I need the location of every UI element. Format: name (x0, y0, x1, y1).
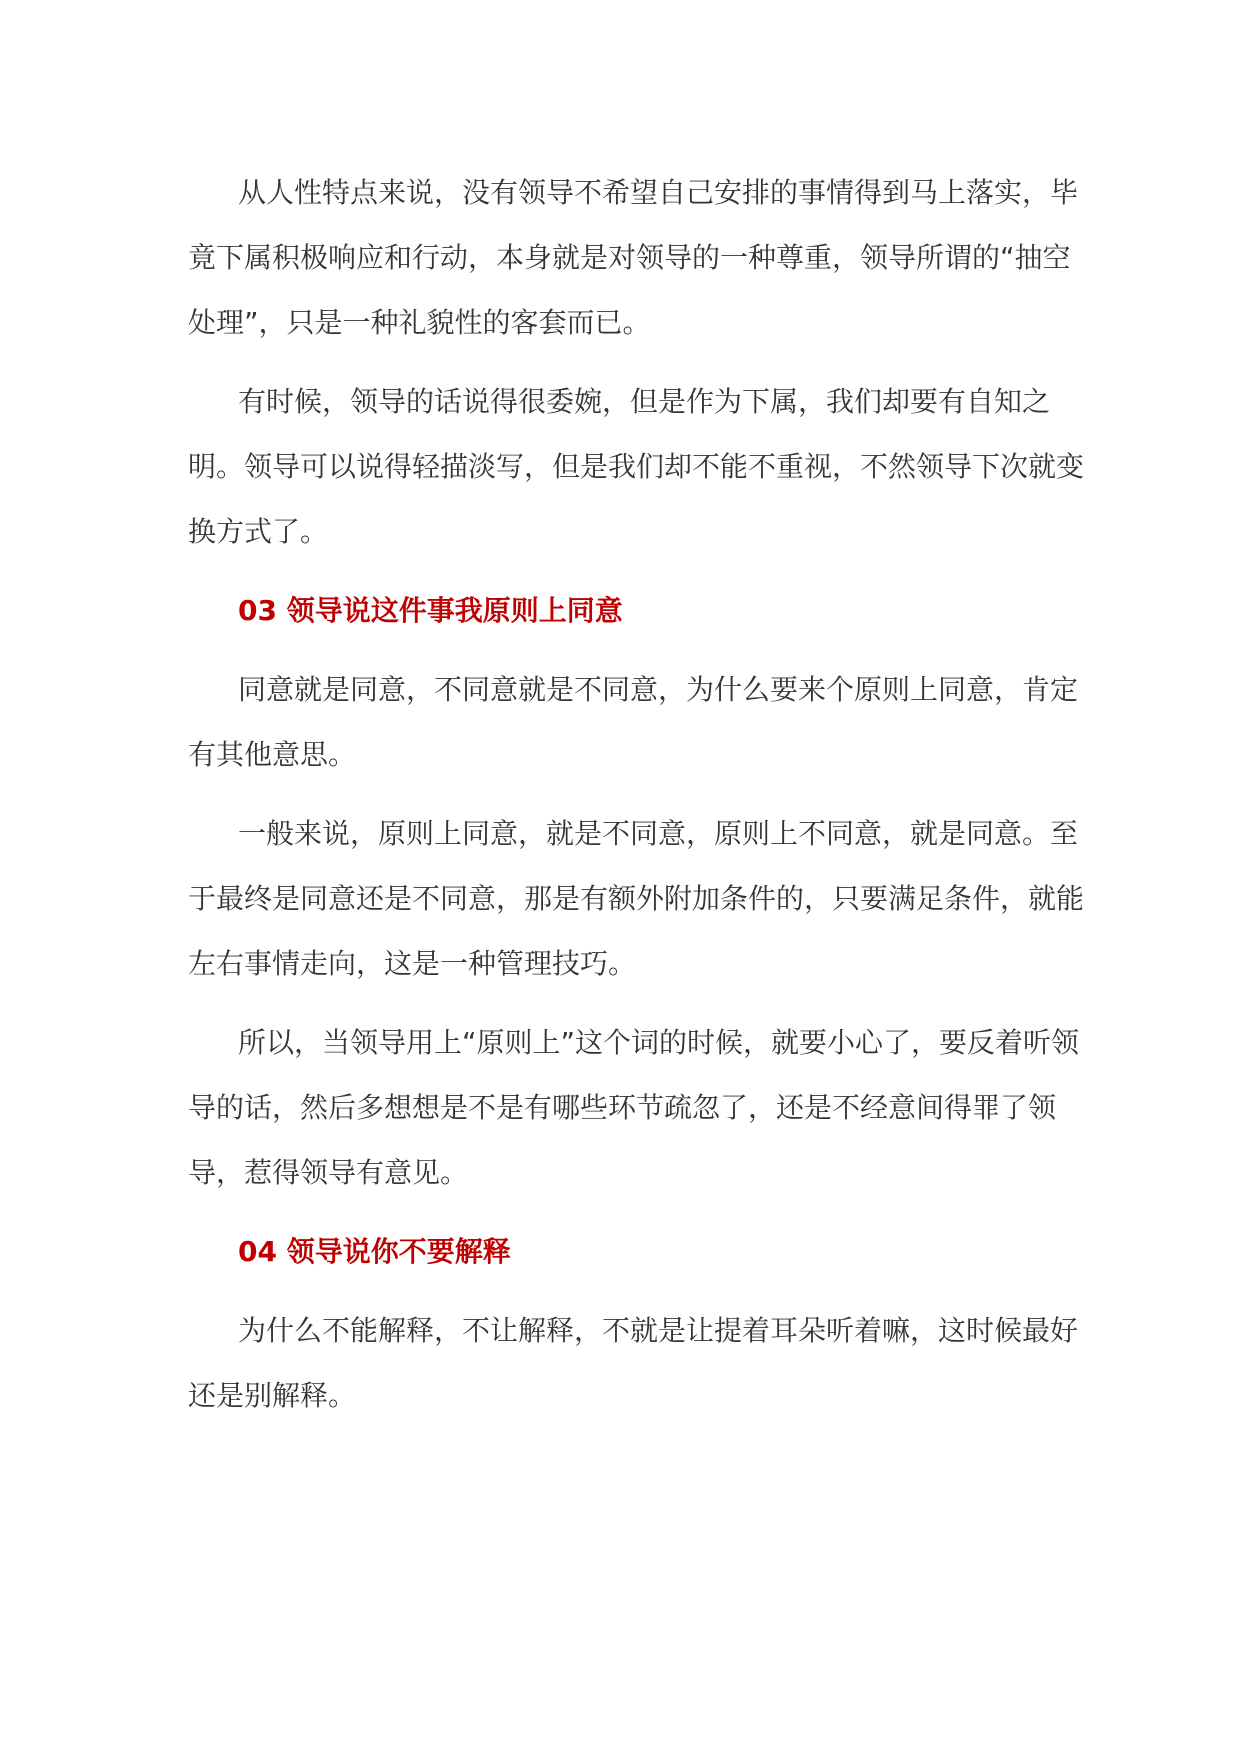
paragraph-4: 一般来说，原则上同意，就是不同意，原则上不同意，就是同意。至于最终是同意还是不同意，那是有额外附加条件的，只要满足条件，就能左右事情走向，这是一种管理技巧。 (188, 817, 1085, 980)
paragraph-2: 有时候，领导的话说得很委婉，但是作为下属，我们却要有自知之明。领导可以说得轻描淡写，但是我们却不能不重视，不然领导下次就变换方式了。 (188, 385, 1085, 548)
document-body (188, 160, 1088, 1442)
section-heading-03: 03 领导说这件事我原则上同意 (238, 594, 623, 627)
paragraph-6: 为什么不能解释，不让解释，不就是让提着耳朵听着嘛，这时候最好还是别解释。 (188, 1314, 1079, 1412)
paragraph-1: 从人性特点来说，没有领导不希望自己安排的事情得到马上落实，毕竟下属积极响应和行动，本身就是对领导的一种尊重，领导所谓的“抽空处理”，只是一种礼貌性的客套而已。 (188, 176, 1079, 339)
section-heading-04: 04 领导说你不要解释 (238, 1235, 511, 1268)
paragraph-3: 同意就是同意，不同意就是不同意，为什么要来个原则上同意，肯定有其他意思。 (188, 673, 1079, 771)
paragraph-5: 所以，当领导用上“原则上”这个词的时候，就要小心了，要反着听领导的话，然后多想想是不是有哪些环节疏忽了，还是不经意间得罪了领导，惹得领导有意见。 (188, 1026, 1080, 1189)
